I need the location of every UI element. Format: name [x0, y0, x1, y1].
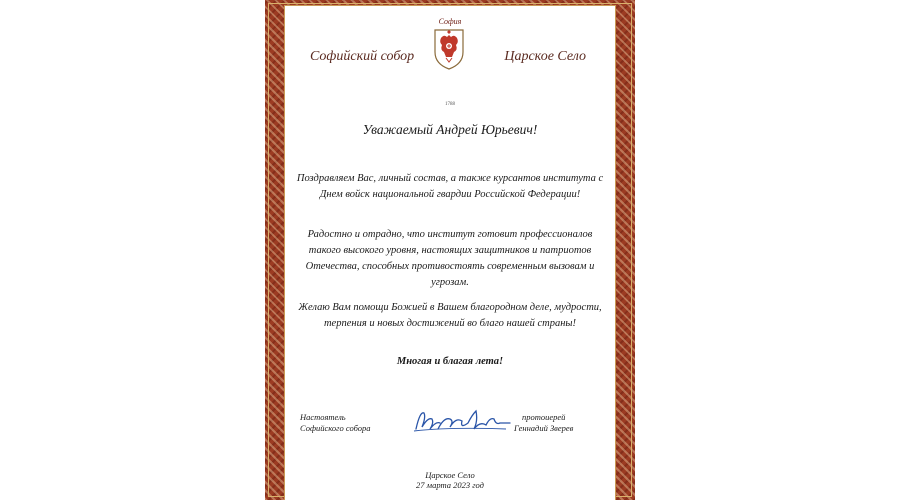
signatory-title: [300, 412, 371, 434]
letterhead-caption: София: [438, 17, 462, 26]
handwritten-signature: [410, 403, 514, 439]
place-date: [284, 470, 616, 490]
letter-paper: [284, 5, 616, 500]
signatory-title-line2: Софийского собора: [300, 423, 371, 433]
blessing: Многая и благая лета!: [396, 356, 504, 367]
letterhead-right-title: Царское Село: [504, 49, 586, 64]
place: Царское Село: [425, 470, 475, 480]
coat-of-arms-icon: [432, 28, 466, 70]
signatory-name: Геннадий Зверев: [514, 423, 574, 433]
letterhead-year: 1788: [445, 102, 455, 107]
letterhead: [284, 5, 616, 105]
signatory-title-line1: Настоятель: [300, 412, 346, 422]
date: 27 марта 2023 год: [416, 480, 484, 490]
letterhead-left-title: Софийский собор: [310, 49, 415, 64]
greeting: Уважаемый Андрей Юрьевич!: [362, 122, 538, 137]
paragraph-wishes: Желаю Вам помощи Божией в Вашем благородном деле, мудрости, терпения и новых достижений во благо нашей страны!: [298, 302, 602, 329]
paragraph-praise: Радостно и отрадно, что институт готовит профессионалов такого высокого уровня, настоящих защитников и патриотов Отечества, способных противостоять современным вызовам и угрозам.: [305, 229, 595, 288]
paragraph-congratulation: Поздравляем Вас, личный состав, а также курсантов института с Днем войск национальной гвардии Российской Федерации!: [296, 173, 604, 200]
signatory-name-block: [514, 412, 573, 434]
signatory-rank: протоиерей: [521, 412, 566, 422]
letter-frame: [265, 0, 635, 500]
